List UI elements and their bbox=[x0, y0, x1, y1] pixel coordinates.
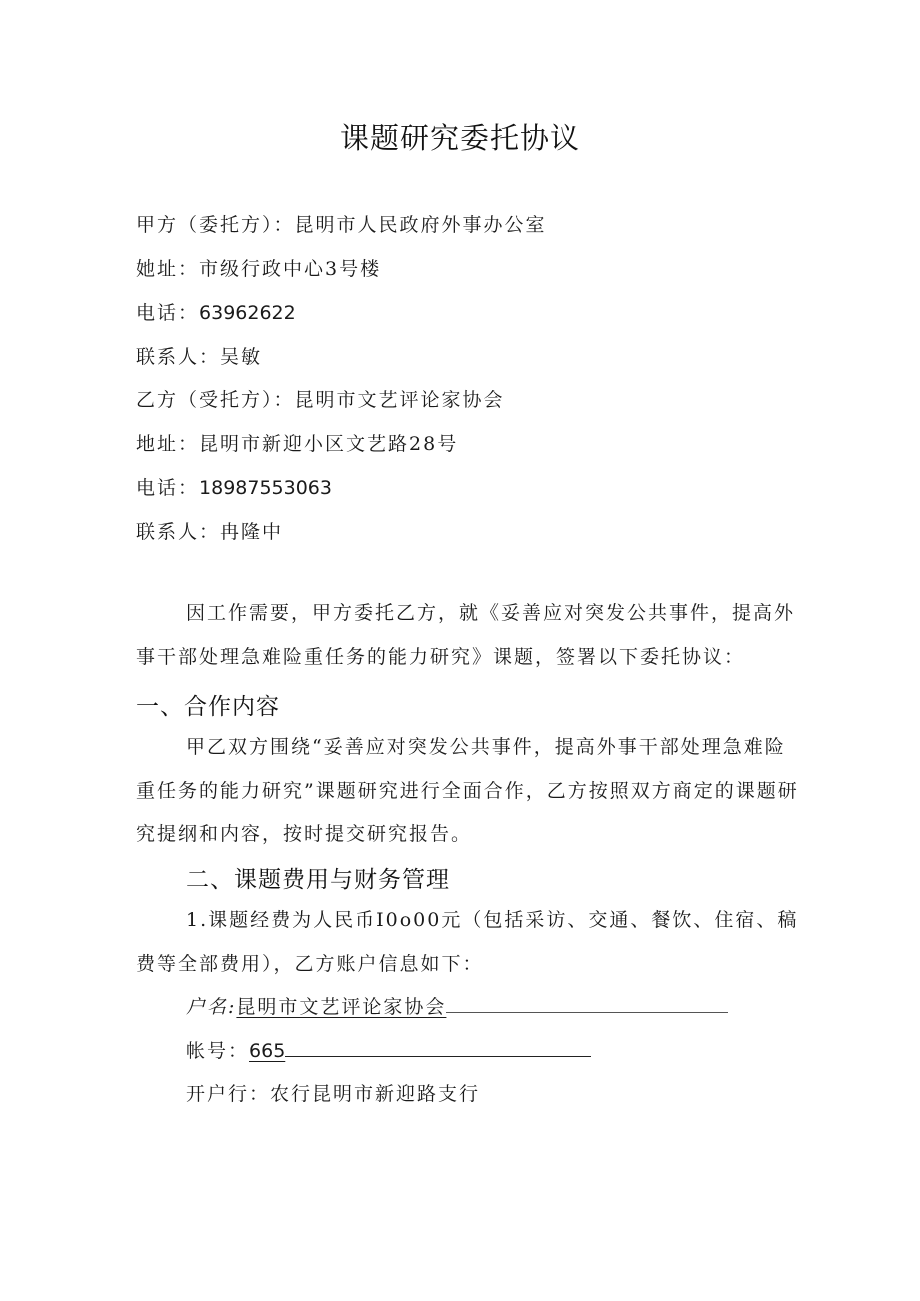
account-number-label: 帐号： bbox=[186, 1040, 250, 1062]
bank-line bbox=[186, 1081, 480, 1107]
account-name-line bbox=[186, 994, 728, 1020]
account-number-blank-line bbox=[285, 1055, 591, 1057]
party-b-address-label: 地址： bbox=[136, 433, 200, 455]
party-b-contact-value: 冉隆中 bbox=[220, 521, 284, 543]
account-name-blank-line bbox=[446, 1011, 728, 1013]
party-a-phone-value: 63962622 bbox=[199, 302, 296, 324]
party-b-phone-value: 18987553063 bbox=[199, 477, 332, 499]
party-a-contact-label: 联系人： bbox=[136, 346, 221, 368]
party-b-phone-label: 电话： bbox=[136, 477, 200, 499]
party-a-address-label: 她址： bbox=[136, 258, 200, 280]
party-b-address bbox=[136, 431, 458, 457]
account-name-value: 昆明市文艺评论家协会 bbox=[236, 996, 447, 1018]
party-a-address bbox=[136, 256, 381, 282]
party-b-address-value: 昆明市新迎小区文艺路28号 bbox=[199, 433, 459, 455]
account-number-value: 665 bbox=[249, 1040, 286, 1062]
intro-paragraph: 因工作需要，甲方委托乙方，就《妥善应对突发公共事件，提高外事干部处理急难险重任务的能力研究》课题，签署以下委托协议： bbox=[136, 602, 796, 668]
account-number-line bbox=[186, 1038, 591, 1064]
document-title: 课题研究委托协议 bbox=[339, 121, 580, 155]
party-a-phone-label: 电话： bbox=[136, 302, 200, 324]
party-b-contact-label: 联系人： bbox=[136, 521, 221, 543]
section-2-item-1: 1.课题经费为人民币I0o00元（包括采访、交通、餐饮、住宿、稿费等全部费用），乙方账户信息如下： bbox=[136, 909, 799, 975]
section-1-heading: 一、合作内容 bbox=[136, 694, 280, 720]
party-a-contact-value: 吴敏 bbox=[220, 346, 263, 368]
party-a-line: 甲方（委托方）：昆明市人民政府外事办公室 bbox=[136, 214, 547, 236]
party-a-phone bbox=[136, 300, 296, 326]
party-a-address-value: 市级行政中心3号楼 bbox=[199, 258, 382, 280]
party-b-contact bbox=[136, 519, 283, 545]
bank-label: 开户行： bbox=[186, 1083, 271, 1105]
party-a-contact bbox=[136, 344, 262, 370]
party-b-line: 乙方（受托方）：昆明市文艺评论家协会 bbox=[136, 389, 505, 411]
section-1-body: 甲乙双方围绕“妥善应对突发公共事件，提高外事干部处理急难险重任务的能力研究”课题研究进行全面合作，乙方按照双方商定的课题研究提纲和内容，按时提交研究报告。 bbox=[136, 736, 799, 845]
account-name-label: 户名: bbox=[186, 996, 237, 1018]
party-b-phone bbox=[136, 475, 332, 501]
bank-value: 农行昆明市新迎路支行 bbox=[270, 1083, 481, 1105]
section-2-heading: 二、课题费用与财务管理 bbox=[186, 867, 450, 893]
